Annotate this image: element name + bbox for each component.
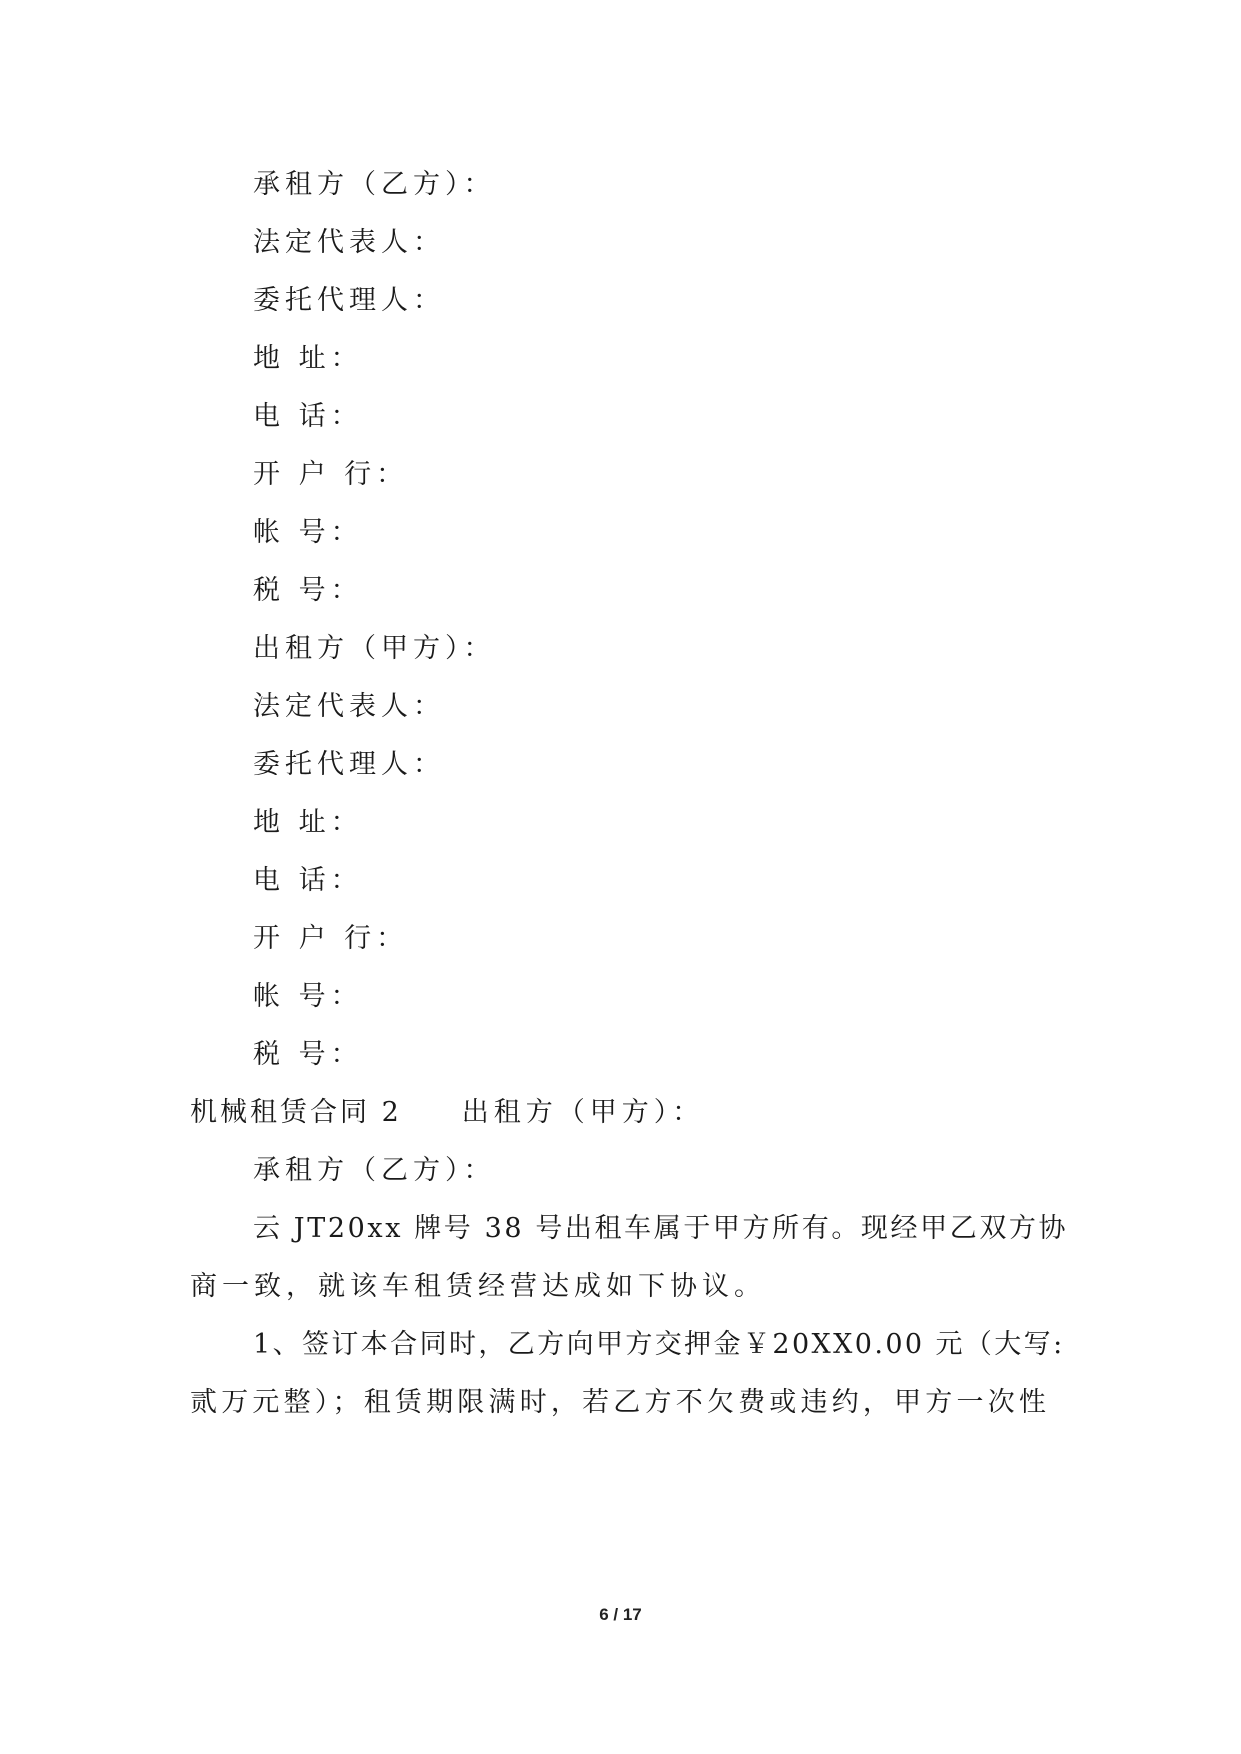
address-label-2: 地 址： (253, 807, 363, 838)
lessor-label: 出租方（甲方）： (253, 633, 496, 664)
section-title: 机械租赁合同 2 (190, 1097, 402, 1128)
section-lessee-label: 承租方（乙方）： (253, 1155, 496, 1186)
lessee-label: 承租方（乙方）： (253, 169, 496, 200)
account-label: 帐 号： (253, 517, 363, 548)
tax-id-label-2: 税 号： (253, 1039, 363, 1070)
bank-label-2: 开 户 行： (253, 923, 409, 954)
phone-label-2: 电 话： (253, 865, 363, 896)
paragraph-1-line-1: 云 JT20xx 牌号 38 号出租车属于甲方所有。现经甲乙双方协 (253, 1213, 1069, 1244)
agent-label-2: 委托代理人： (253, 749, 445, 780)
address-label: 地 址： (253, 343, 363, 374)
legal-rep-label: 法定代表人： (253, 227, 445, 258)
agent-label: 委托代理人： (253, 285, 445, 316)
tax-id-label: 税 号： (253, 575, 363, 606)
phone-label: 电 话： (253, 401, 363, 432)
paragraph-2-line-2: 贰万元整）；租赁期限满时，若乙方不欠费或违约，甲方一次性 (190, 1387, 1051, 1418)
paragraph-2-line-1: 1、签订本合同时，乙方向甲方交押金￥20XX0.00 元（大写: (253, 1329, 1065, 1360)
account-label-2: 帐 号： (253, 981, 363, 1012)
legal-rep-label-2: 法定代表人： (253, 691, 445, 722)
section-lessor-label: 出租方（甲方）： (461, 1097, 705, 1128)
bank-label: 开 户 行： (253, 459, 409, 490)
page-number: 6 / 17 (599, 1605, 642, 1624)
paragraph-1-line-2: 商一致，就该车租赁经营达成如下协议。 (190, 1271, 766, 1302)
section-heading (190, 1095, 704, 1131)
